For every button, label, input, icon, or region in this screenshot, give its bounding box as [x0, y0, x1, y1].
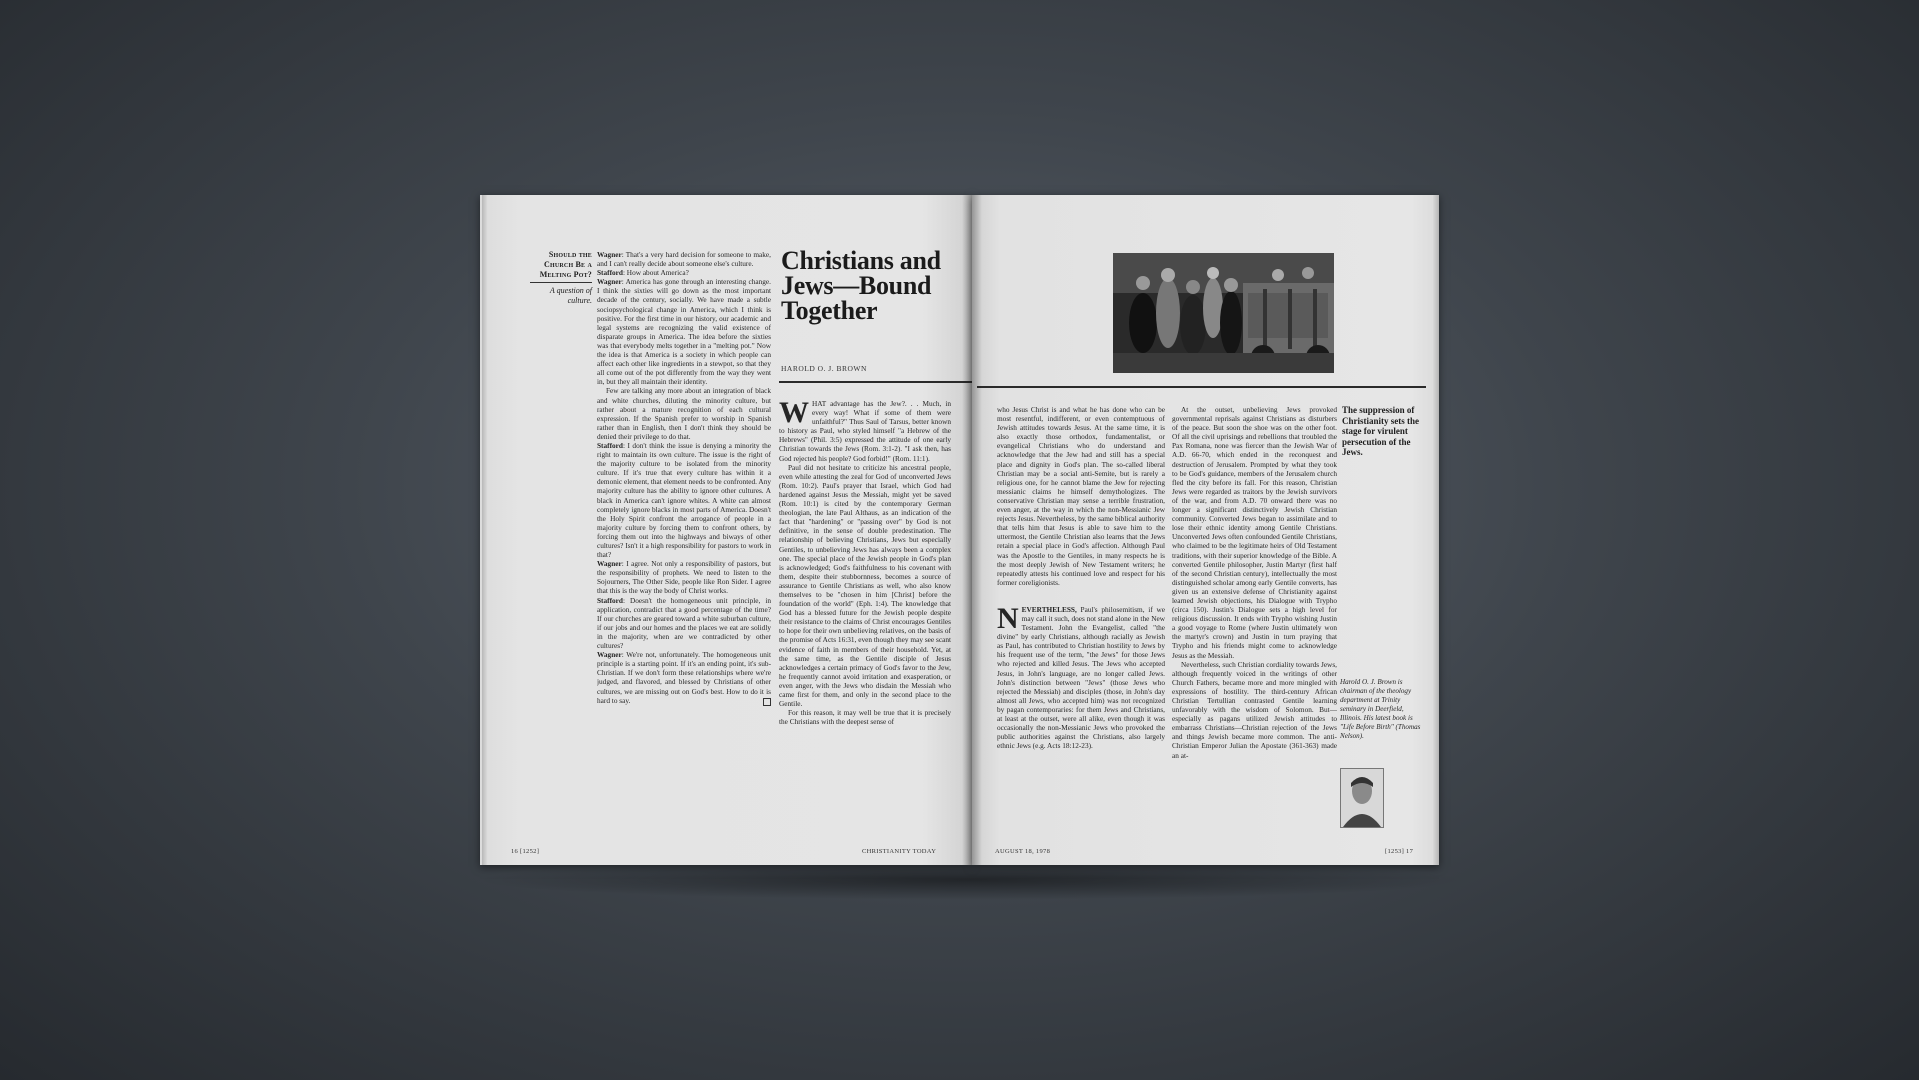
sidebar-subheading: A question of culture.: [549, 286, 592, 305]
speaker-name: Stafford: [597, 440, 623, 450]
folio-left: 16 [1252]: [511, 848, 540, 855]
photo-rule: [977, 386, 1426, 388]
interview-text: : Doesn't the homogeneous unit principle, in application, contradict that a good percentage of the time? If our churches are geared toward a white suburban culture, if our jobs and our homes and the places we eat are solidly in the majority, when are we contradicted by other cultures?: [597, 595, 771, 651]
book-gutter: [962, 195, 982, 865]
article-text: HAT advantage has the Jew?. . . Much, in every way! What if some of them were unfaithful?" Thus Saul of Tarsus, better known to history as Paul, who styled himself "a Hebrew of the Hebrews" (Phil. 3:5) expressed the attitude of one early Christian towards the Jews (Rom. 3:1-2). "I ask then, has God rejected his people? God forbid!" (Rom. 11:1).: [779, 399, 951, 463]
article-paragraph: [997, 601, 1165, 751]
interview-text: : I don't think the issue is denying a minority the right to maintain its own culture. The issue is the right of the majority culture to be isolated from the minority culture. If it's true that every culture has within it a demonic element, that element needs to be confronted. Any majority culture has the ability to ignore other cultures. A black in America can't ignore whites. A white can almost completely ignore blacks in most parts of America. Doesn't the Holy Spirit confront the arrogance of people in a majority culture by forcing them to confront others, by forcing them out into the highways and biways of other cultures? Isn't it a high responsibility for pastors to work in that?: [597, 440, 771, 560]
article-text: who Jesus Christ is and what he has done who can be most resentful, indifferent, or even contemptuous of Jewish attitudes towards Jesus. At the same time, it is also exactly those orthodox, fundamentalist, or evangelical Christians who do understand and acknowledge that the Jew had and still has a special place and dignity in God's plan. The so-called liberal Christian may be a social anti-Semite, but is rarely a religious one, for he cannot blame the Jew for rejecting messianic claims he himself demythologizes. The conservative Christian may sense a terrible frustration, even anger, at the way in which the non-Messianic Jew rejects Jesus. Nevertheless, by the same biblical authority that tells him that Jesus is able to save him to the uttermost, the Gentile Christian also learns that the Jews retain a special place in God's affection. Although Paul was the Apostle to the Gentiles, in many respects he is the most deeply Jewish of New Testament writers; he repeatedly attests his continued love and respect for his former coreligionists.: [997, 405, 1165, 587]
interview-paragraph: [597, 650, 771, 705]
author-bio: Harold O. J. Brown is chairman of the theology department at Trinity seminary in Deerfield, Illinois. His latest book is "Life Before Birth" (Thomas Nelson).: [1340, 678, 1421, 740]
article-paragraph: [779, 708, 951, 726]
interview-column: [597, 250, 771, 828]
left-page-edge: [482, 195, 488, 865]
article-column-3: [1172, 405, 1337, 835]
interview-text: : That's a very hard decision for someone to make, and I can't really decide about someone else's culture.: [597, 250, 771, 269]
speaker-name: Wagner: [597, 559, 622, 569]
pull-quote: The suppression of Christianity sets the stage for virulent persecution of the Jews.: [1342, 405, 1419, 457]
interview-text: Few are talking any more about an integration of black and white churches, diluting the minority culture, but rather about a mature recognition of each cultural expression. If the Spanish prefer to worship in Spanish rather than in English, then I don't think they should be denied their privilege to do that.: [597, 386, 771, 441]
section-break: [997, 587, 1165, 605]
article-paragraph: [1172, 660, 1337, 760]
end-mark-icon: [763, 698, 771, 706]
article-column-2: [997, 405, 1165, 835]
portrait-image: [1341, 769, 1383, 827]
article-paragraph: [997, 405, 1165, 587]
article-column-1: [779, 399, 951, 831]
folio-magazine: CHRISTIANITY TODAY: [862, 848, 937, 855]
article-paragraph: [779, 399, 951, 463]
title-rule: [779, 381, 972, 383]
lead-in: EVERTHELESS,: [1021, 604, 1077, 614]
author-portrait: [1340, 768, 1384, 828]
interview-text: : We're not, unfortunately. The homogeneous unit principle is a starting point. If it's an ending point, it's sub-Christian. If we don't form these relationships where we're judged, and flavored, and blessed by Christians of other cultures, we are missing out on God's best. How to do it is hard to say.: [597, 650, 771, 705]
interview-paragraph: [597, 277, 771, 386]
folio-date: AUGUST 18, 1978: [995, 848, 1051, 855]
sidebar-rule: [530, 282, 592, 283]
speaker-name: Wagner: [597, 650, 622, 660]
interview-text: : America has gone through an interesting change. I think the sixties will go down as the most important decade of the century, socially. We have made a subtle sociopsychological change in America, which I think is positive. For the first time in our history, our academic and legal systems are recognizing the valid existence of disparate groups in America. The idea before the sixties was that everybody melts together in a "melting pot." Now the idea is that America is a society in which people can affect each other like ingredients in a stewpot, so that they all come out of the pot differently from the way they went in, but they all maintain their identity.: [597, 277, 771, 387]
drop-cap: W: [779, 399, 809, 429]
interview-paragraph: [597, 441, 771, 559]
article-text: Paul's philosemitism, if we may call it such, does not stand alone in the New Testament. John the Evangelist, called "the divine" by early Christians, although racially as Jewish as Paul, has contributed to Christian hostility to Jews by his frequent use of the term, "the Jews" for those Jews who rejected and killed Jesus. The Jews who accepted Jesus, in John's language, are no longer called Jews. John's distinction between "Jews" (those Jews who rejected the Messiah) and disciples (those, in John's day almost all Jews, who accepted him) was not recognized by pagan contemporaries: for them Jews and Christians, at least at the outset, were all alike, even though it was occasionally the non-Messianic Jews who provoked the public authorities against the Christians, also largely ethnic Jews (e.g. Acts 18:12-23).: [997, 604, 1165, 751]
sidebar-heading: Should the Church Be a Melting Pot?: [539, 250, 592, 279]
article-paragraph: [779, 463, 951, 709]
folio-right: [1253] 17: [1385, 848, 1414, 855]
interview-paragraph: [597, 386, 771, 441]
article-text: Paul did not hesitate to criticize his ancestral people, even while attesting the zeal for God of unconverted Jews (Rom. 10:2). Paul's prayer that Israel, which God had hardened against Jesus the Messiah, might yet be saved (Rom. 10:1) is cited by the contemporary German theologian, the late Paul Althaus, as an indication of the fact that "hardening" or "passing over" by God is not definitive, in the sense of double predestination. The relationship of believing Christians, Jews but especially Gentiles, to unbelieving Jews has always been a complex one. The special place of the Jewish people in God's plan is acknowledged; God's faithfulness to his covenant with them, despite their stubbornness, becomes a source of assurance to Gentile Christians as well, who also know themselves to be "chosen in him [Christ] before the foundation of the world" (Eph. 1:4). The knowledge that God has a blessed future for the Jewish people despite their resistance to the claims of Christ encourages Gentiles to hope for their own unbelieving relatives, on the basis of the promise of Acts 16:31, even though they may see scant evidence of faith in members of their household. Yet, at the same time, as the Gentile disciple of Jesus acknowledges a certain primacy of God's favor to the Jew, he frequently cannot avoid irritation and exasperation, or even anger, with the Jews who disdain the Messiah who came first for them, and only in the second place to the Gentile.: [779, 462, 951, 709]
photo-image: [1113, 253, 1334, 373]
interview-paragraph: [597, 596, 771, 651]
article-paragraph: [1172, 405, 1337, 660]
historical-photo: [1113, 253, 1334, 373]
interview-paragraph: [597, 559, 771, 595]
interview-paragraph: [597, 268, 771, 277]
article-text: For this reason, it may well be true that it is precisely the Christians with the deepest sense of: [779, 708, 951, 727]
speaker-name: Stafford: [597, 268, 623, 278]
article-text: Nevertheless, such Christian cordiality towards Jews, although frequently voiced in the writings of other Church Fathers, became more and more mingled with expressions of hostility. The third-century African Christian Tertullian contrasted Gentile learning unfavorably with the wisdom of Solomon. But—especially as pagans utilized Jewish attitudes to embarrass Christians—Christian rejection of the Jews and things Jewish became more common. The anti-Christian Emperor Julian the Apostate (361-363) made an at-: [1172, 659, 1337, 760]
article-text: At the outset, unbelieving Jews provoked governmental reprisals against Christians as disturbers of the peace. But soon the shoe was on the other foot. Of all the civil uprisings and rebellions that troubled the Pax Romana, none was fiercer than the Jewish War of A.D. 66-70, which ended in the reconquest and destruction of Jerusalem. Prompted by what they took to be God's guidance, members of the Jerusalem church fled the city before its fall. For this reason, Christian Jews were regarded as traitors by the Jewish survivors of the war, and from A.D. 70 onward there was no longer a significant distinctively Jewish Christian community. Converted Jews began to assimilate and to lose their ethnic identity among Gentile Christians. Unconverted Jews often confounded Gentile Christians, who claimed to be the legitimate heirs of Old Testament traditions, with their superior knowledge of the Bible. A converted Gentile philosopher, Justin Martyr (first half of the second Christian century), intellectually the most distinguished scholar among early Gentile converts, has given us an extensive defense of Christianity against learned Jewish objections, his Dialogue with Trypho (circa 150). Justin's Dialogue sets a high level for religious discussion. It ends with Trypho wishing Justin a good voyage to Rome (where Justin ultimately won the martyr's crown) and Justin in turn praying that Trypho and his friends might come to acknowledge Jesus as the Messiah.: [1172, 405, 1337, 660]
speaker-name: Wagner: [597, 250, 622, 259]
right-page-edge: [1432, 195, 1439, 865]
interview-text: : How about America?: [622, 268, 689, 278]
magazine-shadow: [470, 860, 1470, 900]
interview-paragraph: [597, 250, 771, 268]
speaker-name: Wagner: [597, 277, 622, 287]
article-byline: HAROLD O. J. BROWN: [781, 364, 867, 373]
drop-cap: N: [997, 601, 1019, 635]
article-title: Christians and Jews—Bound Together: [781, 246, 941, 325]
interview-text: : I agree. Not only a responsibility of pastors, but the responsibility of prophets. We need to listen to the Sojourners, The Other Side, people like Ron Sider. I agree that this is the way the body of Christ works.: [597, 559, 771, 596]
speaker-name: Stafford: [597, 595, 623, 605]
